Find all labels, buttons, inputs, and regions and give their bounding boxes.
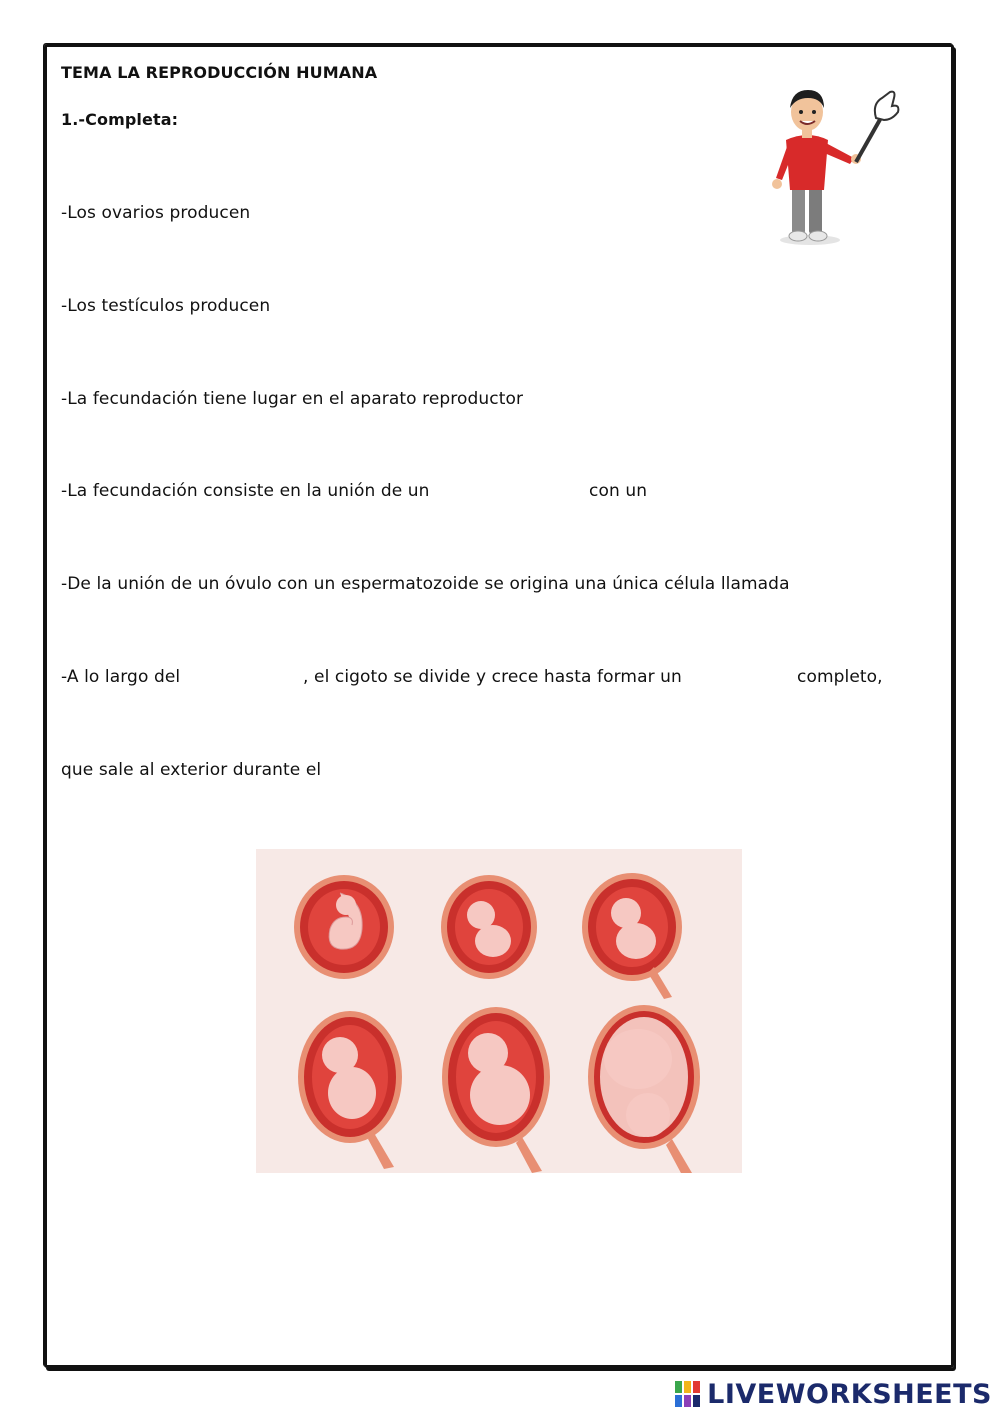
fertilization-place-answer-field[interactable] xyxy=(530,388,734,414)
union-first-answer-field[interactable] xyxy=(424,480,586,506)
worksheet-title: TEMA LA REPRODUCCIÓN HUMANA xyxy=(61,63,378,82)
liveworksheets-logo-text: LIVEWORKSHEETS xyxy=(707,1378,992,1410)
union-second-answer-field[interactable] xyxy=(650,480,814,506)
fertilization-union-text-2: con un xyxy=(589,481,648,501)
ovaries-answer-field[interactable] xyxy=(256,202,460,228)
fertilization-union-text: -La fecundación consiste en la unión de un xyxy=(61,481,430,501)
stage-4-image xyxy=(298,1011,402,1169)
teacher-illustration xyxy=(762,82,910,252)
fetal-development-illustration xyxy=(256,849,742,1173)
organism-answer-field[interactable] xyxy=(688,666,796,692)
liveworksheets-logo xyxy=(675,1378,992,1410)
development-line-text-2: , el cigoto se divide y crece hasta formar un xyxy=(303,667,682,687)
development-line-text: -A lo largo del xyxy=(61,667,181,687)
development-line-text-3: completo, xyxy=(797,667,883,687)
zygote-answer-field[interactable] xyxy=(762,573,916,599)
stage-2-image xyxy=(441,875,537,979)
birth-answer-field[interactable] xyxy=(326,759,530,785)
ovaries-line-text: -Los ovarios producen xyxy=(61,203,251,223)
fertilization-place-text: -La fecundación tiene lugar en el aparato reproductor xyxy=(61,389,524,409)
testicles-answer-field[interactable] xyxy=(280,295,484,321)
testicles-line-text: -Los testículos producen xyxy=(61,296,271,316)
stage-6-image xyxy=(588,1005,700,1173)
instruction: 1.-Completa: xyxy=(61,110,179,129)
liveworksheets-logo-icon xyxy=(675,1381,701,1407)
stage-5-image xyxy=(442,1007,550,1173)
pregnancy-answer-field[interactable] xyxy=(188,666,304,692)
stage-3-image xyxy=(582,873,682,999)
stage-1-image xyxy=(294,875,394,979)
birth-line-text: que sale al exterior durante el xyxy=(61,760,322,780)
zygote-line-text: -De la unión de un óvulo con un espermatozoide se origina una única célula llamada xyxy=(61,574,790,594)
